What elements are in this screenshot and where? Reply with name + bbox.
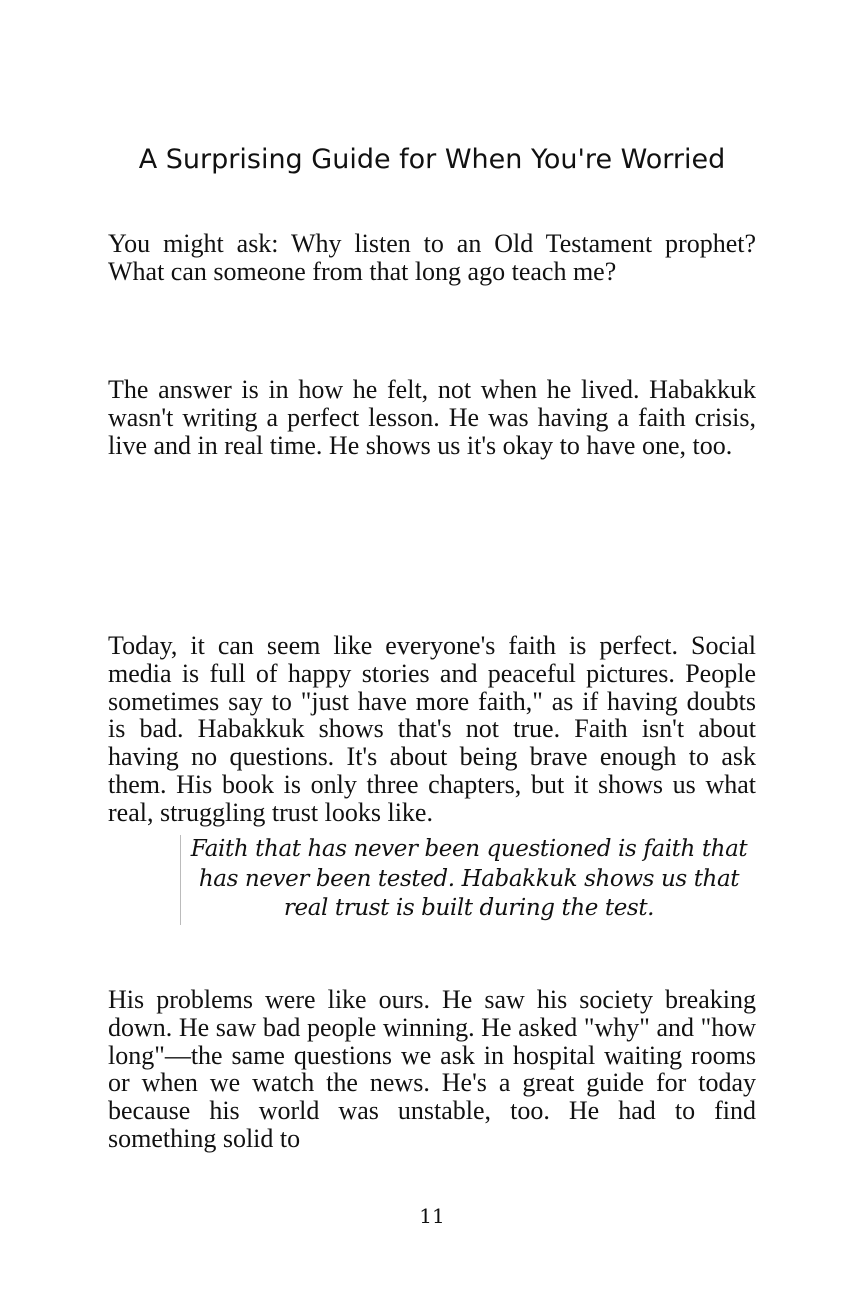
chapter-title: A Surprising Guide for When You're Worried xyxy=(138,144,726,175)
pull-quote xyxy=(180,835,751,925)
body-paragraph: His problems were like ours. He saw his society breaking down. He saw bad people winning. He asked "why" and "how long"—the same questions we ask in hospital waiting rooms or when we watch the news. He's a great guide for today because his world was unstable, too. He had to find something solid to xyxy=(108,985,756,1153)
page-number: 11 xyxy=(419,1204,445,1228)
body-paragraph: You might ask: Why listen to an Old Testament prophet? What can someone from that long ago teach me? xyxy=(108,229,756,286)
body-paragraph: Today, it can seem like everyone's faith is perfect. Social media is full of happy stories and peaceful pictures. People sometimes say to "just have more faith," as if having doubts is bad. Habakkuk shows that's not true. Faith isn't about having no questions. It's about being brave enough to ask them. His book is only three chapters, but it shows us what real, struggling trust looks like. xyxy=(108,631,756,827)
body-paragraph: The answer is in how he felt, not when he lived. Habakkuk wasn't writing a perfect lesson. He was having a faith crisis, live and in real time. He shows us it's okay to have one, too. xyxy=(108,375,756,460)
pull-quote-text: Faith that has never been questioned is faith that has never been tested. Habakkuk shows us that real trust is built during the test. xyxy=(190,836,748,922)
